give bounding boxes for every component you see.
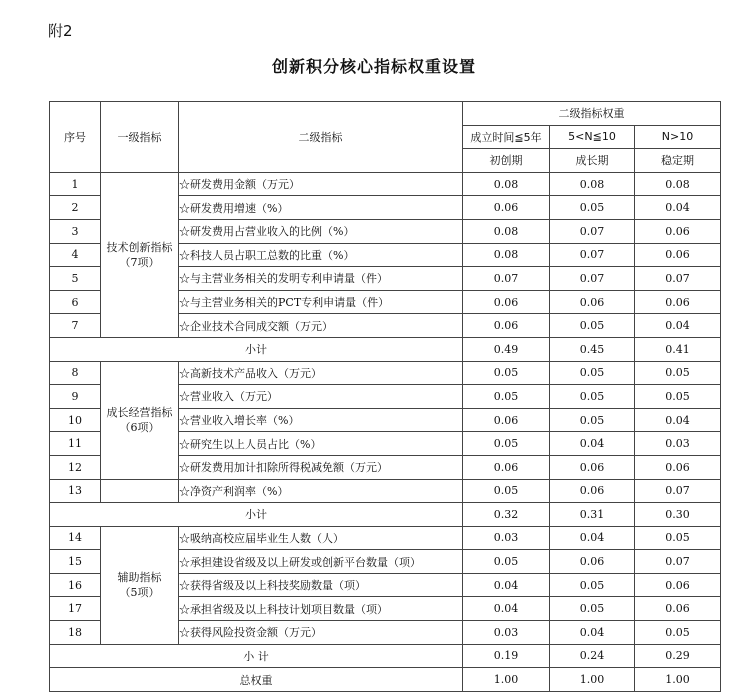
indicator-name: ☆净资产利润率（%） [179,479,463,503]
weight-value: 0.05 [550,597,635,621]
indicator-name: ☆承担建设省级及以上研发或创新平台数量（项） [179,550,463,574]
weight-value: 0.06 [550,290,635,314]
attachment-label: 附2 [48,22,73,40]
weight-value: 0.06 [463,455,550,479]
row-number: 8 [50,361,101,385]
weight-value: 0.07 [550,219,635,243]
weight-value: 0.05 [463,361,550,385]
row-number: 10 [50,408,101,432]
weight-value: 0.05 [635,385,721,409]
weight-value: 0.06 [463,196,550,220]
header-level1: 一级指标 [101,102,179,173]
category-cell [101,361,179,479]
weight-value: 0.05 [550,408,635,432]
weight-value: 0.08 [550,172,635,196]
weight-value: 0.06 [463,408,550,432]
indicator-name: ☆获得风险投资金额（万元） [179,621,463,645]
weight-value: 0.06 [550,455,635,479]
subtotal-value: 0.29 [635,644,721,668]
weight-value: 0.07 [635,479,721,503]
weight-value: 0.05 [635,361,721,385]
indicator-name: ☆与主营业务相关的发明专利申请量（件） [179,267,463,291]
weight-value: 0.05 [550,385,635,409]
header-range: 5<N≦10 [550,125,635,149]
weight-value: 0.04 [463,573,550,597]
category-name: 辅助指标 [117,571,162,585]
header-range: 成立时间≦5年 [463,125,550,149]
header-stage: 初创期 [463,149,550,173]
subtotal-value: 0.41 [635,337,721,361]
weight-value: 0.05 [550,196,635,220]
subtotal-label: 小计 [50,337,463,361]
weight-table [49,101,721,692]
weight-value: 0.06 [635,573,721,597]
subtotal-row [50,644,721,668]
indicator-name: ☆与主营业务相关的PCT专利申请量（件） [179,290,463,314]
weight-value: 0.03 [635,432,721,456]
row-number: 9 [50,385,101,409]
subtotal-value: 1.00 [463,668,550,692]
row-number: 4 [50,243,101,267]
weight-value: 0.06 [550,550,635,574]
weight-value: 0.05 [635,526,721,550]
indicator-name: ☆研发费用加计扣除所得税减免额（万元） [179,455,463,479]
weight-value: 0.05 [550,314,635,338]
category-name: 技术创新指标 [106,240,173,254]
indicator-name: ☆吸纳高校应届毕业生人数（人） [179,526,463,550]
weight-value: 0.06 [463,314,550,338]
weight-value: 0.03 [463,621,550,645]
subtotal-value: 0.32 [463,503,550,527]
row-number: 6 [50,290,101,314]
weight-value: 0.07 [635,267,721,291]
row-number: 12 [50,455,101,479]
row-number: 15 [50,550,101,574]
header-row [50,102,721,126]
weight-value: 0.07 [635,550,721,574]
header-weights: 二级指标权重 [463,102,721,126]
row-number: 17 [50,597,101,621]
category-cell [101,526,179,644]
row-number: 2 [50,196,101,220]
weight-value: 0.05 [550,573,635,597]
indicator-name: ☆企业技术合同成交额（万元） [179,314,463,338]
weight-value: 0.08 [463,243,550,267]
category-count: （6项） [119,421,160,435]
weight-value: 0.04 [635,314,721,338]
weight-value: 0.03 [463,526,550,550]
header-stage: 成长期 [550,149,635,173]
weight-value: 0.04 [550,526,635,550]
subtotal-value: 0.24 [550,644,635,668]
weight-value: 0.05 [463,550,550,574]
weight-value: 0.04 [463,597,550,621]
weight-value: 0.04 [635,196,721,220]
subtotal-row [50,337,721,361]
weight-value: 0.04 [635,408,721,432]
subtotal-value: 0.49 [463,337,550,361]
indicator-name: ☆科技人员占职工总数的比重（%） [179,243,463,267]
header-stage: 稳定期 [635,149,721,173]
weight-value: 0.07 [550,243,635,267]
weight-value: 0.06 [635,219,721,243]
indicator-name: ☆营业收入增长率（%） [179,408,463,432]
weight-value: 0.05 [635,621,721,645]
indicator-name: ☆研发费用占营业收入的比例（%） [179,219,463,243]
weight-value: 0.08 [635,172,721,196]
header-level2: 二级指标 [179,102,463,173]
indicator-name: ☆承担省级及以上科技计划项目数量（项） [179,597,463,621]
weight-value: 0.08 [463,219,550,243]
weight-value: 0.08 [463,172,550,196]
row-number: 5 [50,267,101,291]
header-range: N>10 [635,125,721,149]
row-number: 1 [50,172,101,196]
subtotal-value: 0.45 [550,337,635,361]
header-seq: 序号 [50,102,101,173]
weight-value: 0.04 [550,432,635,456]
subtotal-label: 小计 [50,503,463,527]
table-row [50,172,721,196]
row-number: 7 [50,314,101,338]
indicator-name: ☆研究生以上人员占比（%） [179,432,463,456]
category-count: （5项） [119,586,160,600]
category-count: （7项） [119,255,160,269]
table-row [50,361,721,385]
weight-value: 0.07 [550,267,635,291]
indicator-name: ☆获得省级及以上科技奖励数量（项） [179,573,463,597]
weight-value: 0.05 [463,432,550,456]
row-number: 14 [50,526,101,550]
weight-value: 0.04 [550,621,635,645]
subtotal-value: 0.19 [463,644,550,668]
indicator-name: ☆高新技术产品收入（万元） [179,361,463,385]
category-name: 成长经营指标 [106,406,173,420]
subtotal-value: 0.31 [550,503,635,527]
weight-value: 0.06 [550,479,635,503]
table-row [50,479,721,503]
page-title: 创新积分核心指标权重设置 [271,57,476,76]
subtotal-label: 总权重 [50,668,463,692]
indicator-name: ☆研发费用增速（%） [179,196,463,220]
weight-value: 0.05 [463,479,550,503]
weight-value: 0.05 [463,385,550,409]
weight-value: 0.06 [635,243,721,267]
weight-value: 0.06 [463,290,550,314]
row-number: 3 [50,219,101,243]
subtotal-value: 1.00 [550,668,635,692]
indicator-name: ☆营业收入（万元） [179,385,463,409]
weight-value: 0.06 [635,597,721,621]
subtotal-value: 0.30 [635,503,721,527]
total-row [50,668,721,692]
weight-value: 0.05 [550,361,635,385]
row-number: 16 [50,573,101,597]
subtotal-label: 小 计 [50,644,463,668]
weight-value: 0.07 [463,267,550,291]
row-number: 11 [50,432,101,456]
table-row [50,526,721,550]
row-number: 18 [50,621,101,645]
subtotal-value: 1.00 [635,668,721,692]
category-cell [101,172,179,337]
row-number: 13 [50,479,101,503]
subtotal-row [50,503,721,527]
weight-value: 0.06 [635,455,721,479]
category-cell-empty [101,479,179,503]
indicator-name: ☆研发费用金额（万元） [179,172,463,196]
weight-value: 0.06 [635,290,721,314]
